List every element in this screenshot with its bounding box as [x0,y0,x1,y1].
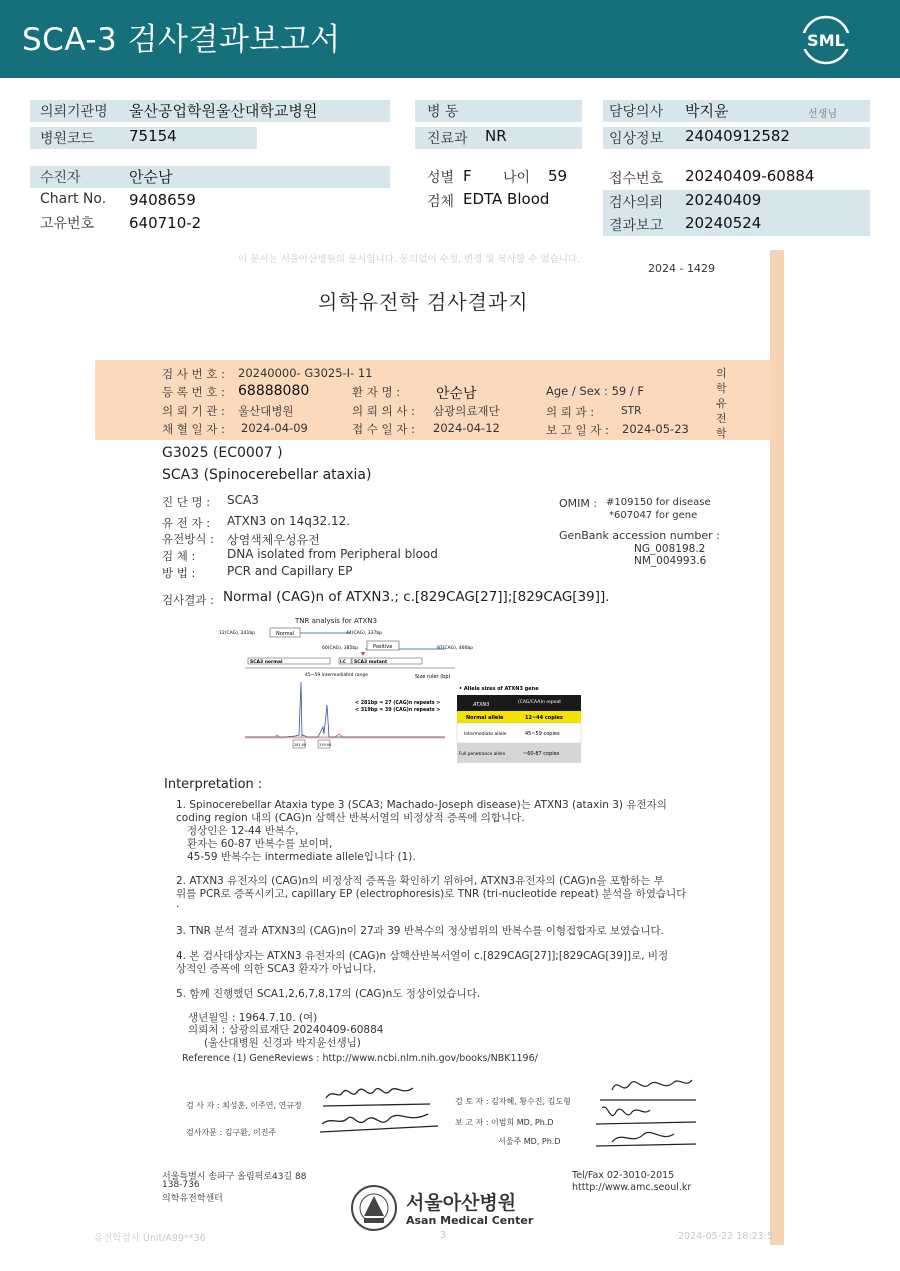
tnr-figure [215,612,590,772]
omim-gene: *607047 for gene [609,510,698,521]
interp-line-1: 1. Spinocerebellar Ataxia type 3 (SCA3; Machado-Joseph disease)는 ATXN3 (ataxin 3) 유전자의 [176,799,667,811]
fig-peak-note1: < 281bp = 27 (CAG)n repeats > [355,701,441,706]
address-line-2: 138-736 [162,1180,200,1190]
receipt-no: 20240409-60884 [685,167,815,185]
doc-number: 2024 - 1429 [648,262,715,275]
receipt-no-label: 접수번호 [609,171,664,187]
ref-doctor: 삼광의료재단 [433,404,500,418]
detail-specimen: DNA isolated from Peripheral blood [227,547,438,561]
signature-reviewer [592,1072,702,1152]
report-date: 2024-05-23 [622,422,689,436]
clinical-info-label: 임상정보 [609,131,664,147]
test-code: G3025 (EC0007 ) [162,445,283,461]
unique-id-label: 고유번호 [40,216,95,232]
department: NR [485,127,507,145]
fig-allele-row3-value: ~60-87 copies [523,751,560,757]
test-name: SCA3 (Spinocerebellar ataxia) [162,467,372,483]
fig-normal-box: Normal [276,631,295,637]
result-report-date: 20240524 [685,214,762,232]
detail-specimen-label: 검 체 : [162,549,196,563]
genbank-label: GenBank accession number : [559,529,720,542]
fig-peak-tag2: 319.00 [319,743,332,747]
hospital-code: 75154 [129,127,177,145]
ward-label: 병 동 [427,104,459,120]
interp-line-5: 45-59 반복수는 intermediate allele입니다 (1). [187,851,416,863]
detail-gene: ATXN3 on 14q32.12. [227,514,351,528]
test-no: 20240000- G3025-I- 11 [238,366,373,380]
fig-title: TNR analysis for ATXN3 [295,617,378,625]
doctor-suffix: 선생님 [808,109,837,120]
detail-inheritance: 상염색체우성유전 [227,533,320,547]
org-label: 의 뢰 기 관 : [162,404,225,418]
age-label: 나이 [503,170,531,186]
detail-diagnosis-label: 진 단 명 : [162,495,211,509]
signature-examiner [318,1078,448,1140]
omim-disease: #109150 for disease [606,497,711,508]
patient-label: 수진자 [40,170,81,186]
address-line-3: 의학유전학센터 [162,1194,223,1204]
fig-allele-head1: ATXN3 [473,702,490,708]
sml-logo [800,14,852,66]
receive-date: 2024-04-12 [433,421,500,435]
watermark: 이 문서는 서울아산병원의 문서입니다. 동의없이 수정, 변경 및 복사할 수 없습니다. [238,254,581,265]
requesting-org-label: 의뢰기관명 [40,104,108,120]
interp-line-2: coding region 내의 (CAG)n 삼핵산 반복서열의 비정상적 증폭에 의합니다. [176,812,525,824]
reference: Reference (1) GeneReviews : http://www.ncbi.nlm.nih.gov/books/NBK1196/ [182,1053,538,1064]
interp-line-10: 4. 본 검사대상자는 ATXN3 유전자의 (CAG)n 삼핵산반복서열이 c.[829CAG[27]];[829CAG[39]]로, 비정 [176,950,669,962]
page-title: SCA-3 검사결과보고서 [22,22,341,58]
sex: F [463,167,472,185]
detail-method: PCR and Capillary EP [227,564,353,578]
examiners: 검 사 자 : 최성훈, 이주연, 연규정 [186,1101,302,1110]
result-label: 검사결과 : [162,593,214,607]
collect-label: 채 혈 일 자 : [162,422,225,436]
hospital-name-kr: 서울아산병원 [406,1192,517,1214]
fig-allele-row2-value: 45~59 copies [525,731,560,737]
reg-no: 68888080 [238,383,310,399]
hospital-code-label: 병원코드 [40,131,95,147]
fig-positive-right: 87(CAG), 466bp [437,646,474,651]
test-request-date: 20240409 [685,191,762,209]
result-report-label: 결과보고 [609,218,664,234]
fig-allele-row1-value: 12~44 copies [525,715,563,721]
report-date-label: 보 고 일 자 : [546,423,609,437]
logo-text: SML [807,31,845,50]
fig-bar-normal: SCA3 normal [250,660,283,665]
footer-unit: 유전학검사 Unit/A99**36 [94,1233,206,1244]
interp-line-4: 환자는 60-87 반복수를 보이며, [187,838,333,850]
requesting-org: 울산공업학원울산대학교병원 [129,102,318,120]
advisors: 검사자문 : 김구환, 이진주 [186,1128,277,1137]
org: 울산대병원 [238,404,294,418]
detail-inheritance-label: 유전방식 : [162,532,214,546]
fig-positive-left: 60(CAG), 385bp [322,646,359,651]
referrer-detail: (울산대병원 신경과 박지윤선생님) [204,1037,361,1049]
interpretation-title: Interpretation : [164,777,263,792]
interp-line-8: . [176,898,180,910]
hospital-name-en: Asan Medical Center [406,1214,534,1227]
fig-allele-title: • Allele sizes of ATXN3 gene [459,686,539,692]
unique-id: 640710-2 [129,214,202,232]
genbank-nm: NM_004993.6 [634,555,707,567]
fig-peak-note2: < 319bp = 39 (CAG)n repeats > [355,708,441,713]
fig-size-ruler: Size ruler (bp) [415,674,451,680]
age: 59 [548,167,568,185]
omim-label: OMIM : [559,497,598,510]
doctor-label: 담당의사 [609,104,664,120]
referrer: 의뢰처 : 삼광의료재단 20240409-60884 [188,1024,384,1036]
asan-seal-icon [350,1184,398,1232]
specimen-label: 검체 [427,194,455,210]
fig-bar-mutant: SCA3 mutant [354,660,388,665]
test-no-label: 검 사 번 호 : [162,367,225,381]
clinical-info: 24040912582 [685,127,790,145]
detail-method-label: 방 법 : [162,566,196,580]
detail-gene-label: 유 전 자 : [162,516,211,530]
interp-line-6: 2. ATXN3 유전자의 (CAG)n의 비정상적 증폭을 확인하기 위하여, ATXN3유전자의 (CAG)n을 포함하는 부 [176,875,664,887]
interp-line-7: 위를 PCR로 증폭시키고, capillary EP (electrophoresis)로 TNR (tri-nucleotide repeat) 분석을 하였습니다 [176,888,687,900]
age-sex: Age / Sex : 59 / F [546,384,645,398]
interp-line-11: 상적인 증폭에 의한 SCA3 환자가 아닙니다. [176,963,377,975]
footer-page: 3 [440,1230,447,1241]
fig-positive-box: Positive [373,644,393,650]
reporter-2: 서울주 MD, Ph.D [498,1137,561,1146]
interp-line-9: 3. TNR 분석 결과 ATXN3의 (CAG)n이 27과 39 반복수의 정상범위의 반복수를 이형접합자로 보였습니다. [176,925,664,937]
footer-timestamp: 2024-05-22 18:23:5 [678,1231,773,1242]
reg-no-label: 등 록 번 호 : [162,385,225,399]
department-label: 진료과 [427,131,468,147]
patient-row-bg [30,166,390,188]
interp-line-3: 정상인은 12-44 반복수, [187,825,299,837]
fig-allele-row2-name: Intermediate allele [464,732,507,737]
side-label: 의학유전학 [716,367,727,440]
address-line-1: 서울특별시 송파구 올림픽로43길 88 [162,1172,307,1182]
reviewers: 검 토 자 : 김자혜, 황수진, 김도형 [455,1097,571,1106]
genbank-ng: NG_008198.2 [634,543,706,555]
ref-doctor-label: 의 뢰 의 사 : [352,404,415,418]
tel-fax: Tel/Fax 02-3010-2015 [572,1170,675,1181]
patient-name-label: 환 자 명 : [352,385,401,399]
report-title: 의학유전학 검사결과지 [318,290,529,314]
chart-no: 9408659 [129,191,196,209]
chart-no-label: Chart No. [40,191,107,207]
patient-name-report: 안순남 [436,386,477,402]
result-text: Normal (CAG)n of ATXN3.; c.[829CAG[27]];[829CAG[39]]. [223,589,610,605]
specimen: EDTA Blood [463,190,550,208]
dept-label: 의 뢰 과 : [546,405,595,419]
collect-date: 2024-04-09 [241,421,308,435]
reporter: 보 고 자 : 이범희 MD, Ph.D [455,1118,554,1127]
dob: 생년월일 : 1964.7.10. (여) [188,1012,318,1024]
dept: STR [621,405,642,417]
fig-intermediate: 45~59 intermediated range [305,673,368,678]
scan-edge [770,250,784,1245]
fig-bar-ic: I.C [340,659,346,664]
fig-normal-right: 44(CAG), 337bp [346,631,383,636]
interp-line-12: 5. 함께 진행했던 SCA1,2,6,7,8,17의 (CAG)n도 정상이었습니다. [176,988,481,1000]
sex-label: 성별 [427,170,455,186]
fig-allele-row3-name: Full penetrance allele [459,752,506,757]
fig-allele-row1-name: Normal allele [466,715,504,721]
fig-allele-head2: (CAG/CAA)n repeat [518,700,562,705]
receive-label: 접 수 일 자 : [352,422,415,436]
patient-name: 안순남 [129,168,173,186]
doctor: 박지윤 [685,102,729,120]
test-request-label: 검사의뢰 [609,195,664,211]
fig-normal-left: 12(CAG), 241bp [219,631,256,636]
homepage: htttp://www.amc.seoul.kr [572,1182,692,1193]
fig-peak-tag1: 281.00 [294,743,307,747]
detail-diagnosis: SCA3 [227,493,259,507]
